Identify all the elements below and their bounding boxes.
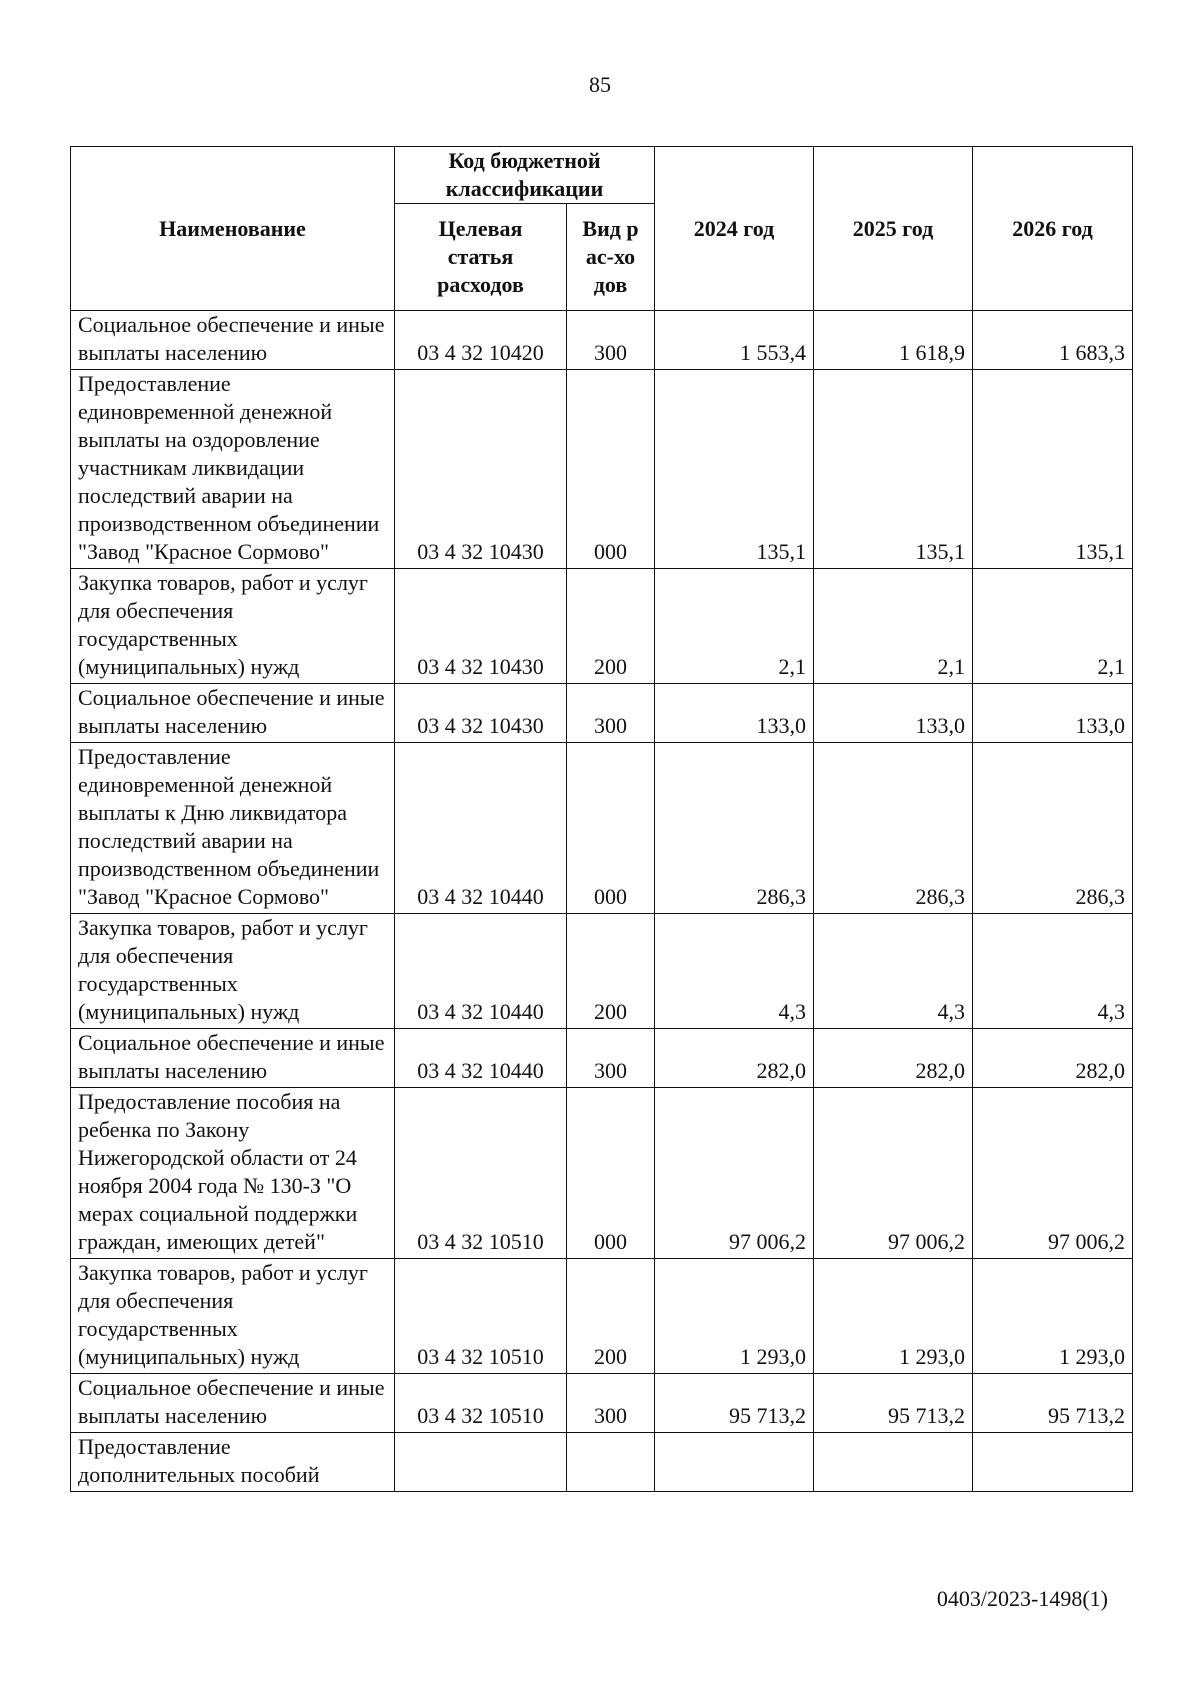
cell-y2024: 133,0 — [655, 684, 814, 743]
cell-y2026: 282,0 — [973, 1029, 1133, 1088]
cell-y2025: 1 618,9 — [814, 311, 973, 370]
cell-y2025 — [814, 1433, 973, 1492]
cell-name: Социальное обеспечение и иные выплаты населению — [71, 311, 395, 370]
cell-y2025: 282,0 — [814, 1029, 973, 1088]
cell-code: 03 4 32 10430 — [395, 684, 567, 743]
cell-y2024: 2,1 — [655, 569, 814, 684]
cell-name: Социальное обеспечение и иные выплаты населению — [71, 1374, 395, 1433]
table-header — [71, 147, 1133, 311]
cell-y2024: 135,1 — [655, 370, 814, 569]
cell-y2026: 286,3 — [973, 743, 1133, 914]
table-row — [71, 1029, 1133, 1088]
cell-name: Предоставление единовременной денежной выплаты к Дню ликвидатора последствий аварии на производственном объединении "Завод "Красное Сормово" — [71, 743, 395, 914]
cell-y2024: 282,0 — [655, 1029, 814, 1088]
cell-kind: 000 — [567, 370, 655, 569]
cell-y2024: 95 713,2 — [655, 1374, 814, 1433]
cell-name: Социальное обеспечение и иные выплаты населению — [71, 1029, 395, 1088]
cell-kind: 200 — [567, 569, 655, 684]
cell-y2025: 133,0 — [814, 684, 973, 743]
table-row — [71, 569, 1133, 684]
cell-y2024: 1 293,0 — [655, 1259, 814, 1374]
cell-y2025: 286,3 — [814, 743, 973, 914]
header-kbk: Код бюджетной классификации — [395, 147, 655, 204]
cell-kind: 000 — [567, 1088, 655, 1259]
cell-code: 03 4 32 10440 — [395, 914, 567, 1029]
header-expense-type: Вид рас-ходов — [567, 204, 655, 311]
cell-name: Предоставление пособия на ребенка по Закону Нижегородской области от 24 ноября 2004 года № 130-З "О мерах социальной поддержки граждан, имеющих детей" — [71, 1088, 395, 1259]
header-2024: 2024 год — [655, 147, 814, 311]
cell-kind — [567, 1433, 655, 1492]
cell-y2026: 133,0 — [973, 684, 1133, 743]
cell-name: Закупка товаров, работ и услуг для обеспечения государственных (муниципальных) нужд — [71, 569, 395, 684]
header-2026: 2026 год — [973, 147, 1133, 311]
table-row — [71, 684, 1133, 743]
cell-kind: 200 — [567, 1259, 655, 1374]
cell-y2026: 1 293,0 — [973, 1259, 1133, 1374]
cell-code: 03 4 32 10510 — [395, 1088, 567, 1259]
table-body — [71, 311, 1133, 1492]
cell-name: Закупка товаров, работ и услуг для обеспечения государственных (муниципальных) нужд — [71, 914, 395, 1029]
cell-y2024: 286,3 — [655, 743, 814, 914]
cell-kind: 200 — [567, 914, 655, 1029]
cell-y2025: 135,1 — [814, 370, 973, 569]
cell-kind: 300 — [567, 311, 655, 370]
header-2025: 2025 год — [814, 147, 973, 311]
page-number: 85 — [589, 72, 611, 97]
cell-name: Предоставление единовременной денежной выплаты на оздоровление участникам ликвидации последствий аварии на производственном объединении "Завод "Красное Сормово" — [71, 370, 395, 569]
cell-y2026: 135,1 — [973, 370, 1133, 569]
table-row — [71, 370, 1133, 569]
cell-y2025: 1 293,0 — [814, 1259, 973, 1374]
cell-y2025: 97 006,2 — [814, 1088, 973, 1259]
cell-y2026: 4,3 — [973, 914, 1133, 1029]
cell-kind: 300 — [567, 684, 655, 743]
cell-y2024: 97 006,2 — [655, 1088, 814, 1259]
table-row — [71, 311, 1133, 370]
table-row — [71, 1259, 1133, 1374]
cell-y2026: 1 683,3 — [973, 311, 1133, 370]
cell-code: 03 4 32 10430 — [395, 370, 567, 569]
cell-code: 03 4 32 10420 — [395, 311, 567, 370]
cell-y2026: 2,1 — [973, 569, 1133, 684]
cell-y2024 — [655, 1433, 814, 1492]
budget-table — [70, 146, 1133, 1492]
cell-y2026 — [973, 1433, 1133, 1492]
table-row — [71, 743, 1133, 914]
table-row — [71, 914, 1133, 1029]
header-target-article: Целевая статья расходов — [395, 204, 567, 311]
cell-code — [395, 1433, 567, 1492]
cell-code: 03 4 32 10430 — [395, 569, 567, 684]
cell-kind: 300 — [567, 1374, 655, 1433]
cell-name: Предоставление дополнительных пособий — [71, 1433, 395, 1492]
document-code: 0403/2023-1498(1) — [936, 1586, 1108, 1611]
cell-code: 03 4 32 10510 — [395, 1374, 567, 1433]
cell-kind: 000 — [567, 743, 655, 914]
table-row — [71, 1433, 1133, 1492]
cell-y2025: 2,1 — [814, 569, 973, 684]
table-row — [71, 1374, 1133, 1433]
cell-name: Социальное обеспечение и иные выплаты населению — [71, 684, 395, 743]
header-name: Наименование — [71, 147, 395, 311]
cell-y2026: 97 006,2 — [973, 1088, 1133, 1259]
table-row — [71, 1088, 1133, 1259]
cell-y2025: 4,3 — [814, 914, 973, 1029]
cell-name: Закупка товаров, работ и услуг для обеспечения государственных (муниципальных) нужд — [71, 1259, 395, 1374]
cell-code: 03 4 32 10440 — [395, 743, 567, 914]
cell-code: 03 4 32 10510 — [395, 1259, 567, 1374]
cell-y2026: 95 713,2 — [973, 1374, 1133, 1433]
cell-y2024: 4,3 — [655, 914, 814, 1029]
cell-y2025: 95 713,2 — [814, 1374, 973, 1433]
cell-code: 03 4 32 10440 — [395, 1029, 567, 1088]
cell-kind: 300 — [567, 1029, 655, 1088]
cell-y2024: 1 553,4 — [655, 311, 814, 370]
